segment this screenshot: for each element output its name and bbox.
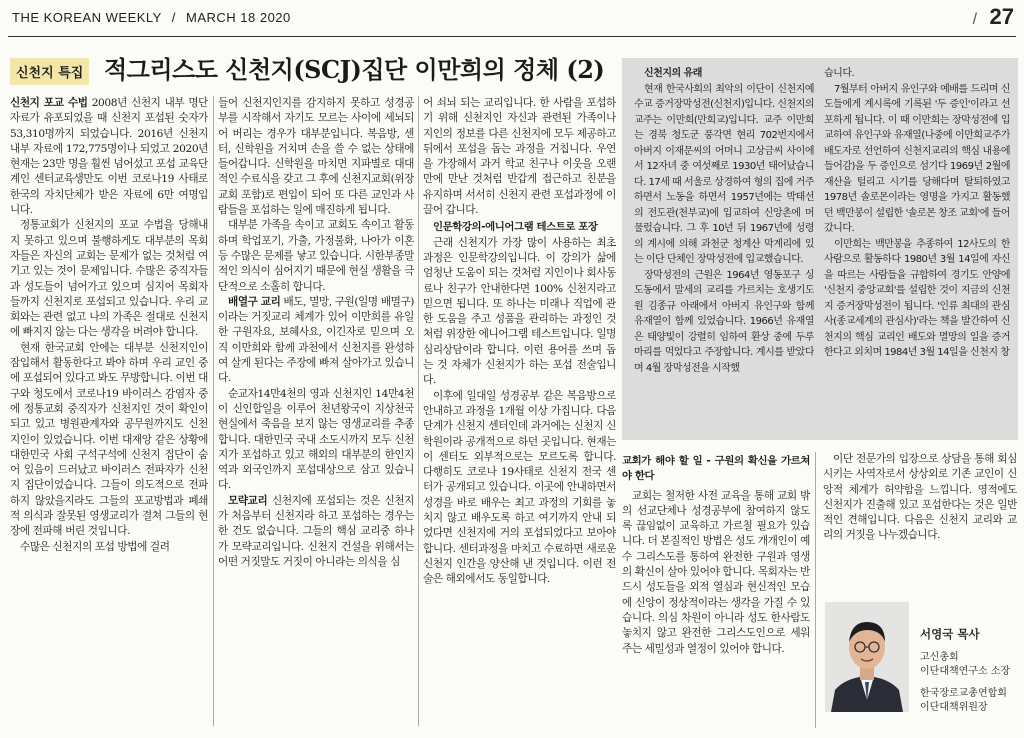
running-header [12, 10, 291, 25]
article-title: 적그리스도 신천지(SCJ)집단 이만희의 정체 (2) [104, 55, 605, 84]
article-column-4 [622, 452, 810, 736]
paragraph: 장막성전의 근원은 1964년 영동포구 싱도동에서 말세의 교리를 가르치는 호생기도원 김종규 아래에서 아버지 유인구와 함께 유재열이 함께 있었습니다. 1966년 유재열은 태양빛이 강렬히 임하여 환상 중에 두루마리를 먹었다고 주장합니다. 계시를 받았다며 4월 장막성전을 시작했 [634, 269, 814, 374]
column-rule [418, 96, 419, 726]
paragraph: 신천지 포교 수법 2008년 신천지 내부 명단자료가 유포되었을 때 신천지 포섭된 숫자가 53,310명까지 되었습니다. 2016년 신천지 내부 자료에 172,775명이나 되었고 2020년 현재는 23만 명을 훨씬 넘어섰고 포섭 교육단계인 센터교육생만도 이번 코로나19 사태로 한국의 자치단체가 받은 자료에 6만 여명입니다. [10, 97, 208, 217]
sidebar-column-left [634, 66, 814, 434]
header-separator: / [171, 10, 176, 25]
paragraph: 현재 한국사회의 최악의 이단이 신천지예수교 증거장막성전(신천지)입니다. 신천지의 교주는 이만희(만희교)입니다. 교주 이만희는 경북 청도군 풍각면 현리 702번지에서 아버지 이재문씨의 어머니 고상금씨 사이에서 12자녀 중 여섯째로 1930년 태어났습니다. 17세 때 서울로 상경하여 형의 집에 거주하면서 노동을 하면서 1957년에는 박태선의 전도관(천부교)에 입교하여 신앙촌에 머물렀습니다. 그 후 10년 뒤 1967년에 성령의 계시에 의해 과천군 청계산 막계리에 있는 이단 단체인 장막성전에 입교했습니다. [634, 83, 814, 265]
paragraph: 근래 신천지가 가장 많이 사용하는 최초 과정은 인문학강의입니다. 이 강의가 삶에 엄청난 도움이 되는 것처럼 지인이나 회사동료나 친구가 안내한다면 100% 신천지라고 믿으면 됩니다. 또 하나는 미래나 직업에 관한 도움을 주고 성품을 관리하는 과정인 것처럼 위장한 에니어그램 테스트입니다. 일명 심리상담이라 합니다. 이런 용어를 쓰며 돕는 것 자체가 신천지가 하는 포섭 전술입니다. [423, 236, 616, 387]
author-name: 서영국 목사 [920, 627, 980, 641]
section-subhead: 교회가 해야 할 일 - 구원의 확신을 가르쳐야 한다 [622, 455, 810, 483]
paragraph: 교회는 철저한 사전 교육을 통해 교회 밖의 선교단체나 성경공부에 참여하지 않도록 끊임없이 교육하고 가르칠 필요가 있습니다. 더 본질적인 방법은 성도 개개인이 예수 그리스도를 통하여 완전한 구원과 영생의 확신이 살아 있어야 합니다. 목회자는 반드시 성도들을 외적 열심과 현신적인 모습에 신앙이 정상적이라는 생각을 가질 수 있습니다. 의심 차원이 아니라 성도 한사람도 놓치지 않고 완전한 그리스도인으로 세워주는 세밀성과 열정이 있어야 합니다. [622, 489, 810, 655]
paragraph: 정통교회가 신천지의 포교 수법을 당해내지 못하고 있으며 불행하게도 대부분의 목회자들은 자신의 교회는 문제가 없는 것처럼 여기고 있는 것이 문제입니다. 수많은 중직자들과 성도들이 넘어가고 있으며 심지어 목회자들까지 신천지로 포섭되고 있습니다. 우리 교회와는 관련 없고 나의 가족은 절대로 신천지에 빠지지 않는 다는 생각을 버려야 합니다. [10, 219, 208, 339]
page-number-block [973, 4, 1014, 30]
author-affiliation: 고신총회 [920, 652, 959, 663]
header-rule [8, 36, 1016, 37]
issue-date: MARCH 18 2020 [185, 10, 291, 25]
article-column-2 [218, 96, 414, 736]
sidebar-heading: 신천지의 유래 [644, 68, 702, 79]
paragraph: 7월부터 아버지 유인구와 예배를 드리며 신도들에게 계시록에 기록된 '두 증인'이라고 선포하게 됩니다. 이 때 이만희는 장막성전에 입교하여 유인구와 유재열(나중에 이만희교주가 배도자로 선언하여 신천지교리의 핵심 내용에 들어감)을 두 증인으로 섬기다 1969년 2월에 재산을 털리고 시기를 당해다며 탈퇴하였고 1978년 솔로몬이라는 영명을 가지고 활동했던 백만봉이 설립한 '솔로몬 창조 교회'에 들어갔니다. [824, 83, 1010, 234]
page-number: 27 [989, 4, 1014, 29]
subhead-inline: 모략교리 [228, 494, 268, 507]
sidebar-box [622, 58, 1018, 440]
column-rule [213, 96, 214, 726]
paragraph: 들어 신천지인지를 감지하지 못하고 성경공부를 시작해서 자기도 모르는 사이에 세뇌되어 버리는 경우가 대부분입니다. 복음방, 센터, 신학원을 거치며 손을 쓸 수 없는 상태에 들어갑니다. 신학원을 마치면 지파별로 대대적인 수료식을 갖고 그 후에 신천지교회(위장교회 포함)로 편입이 되어 또 다른 교인과 사람들을 포섭하는 일에 매진하게 됩니다. [218, 97, 414, 217]
sidebar-column-right [824, 66, 1010, 434]
subhead-inline: 신천지 포교 수법 [10, 97, 88, 109]
article-column-3 [423, 96, 616, 736]
column-rule [815, 452, 816, 728]
paragraph: 어 쇠뇌 되는 교리입니다. 한 사람을 포섭하기 위해 신천지인 자신과 관련된 가족이나 지인의 정보를 다른 신천지에 모두 제공하고 뒤에서 포섭을 돕는 과정을 거칩니다. 우연을 가장해서 과거 학교 친구나 이웃을 오랜만에 만난 것처럼 반갑게 접근하고 친분을 유지하며 서서히 신천지 관련 포섭과정에 이끌어 갑니다. [423, 97, 616, 217]
publication-name: THE KOREAN WEEKLY [12, 10, 162, 25]
author-affiliation: 한국장로교총연합회 [920, 688, 1007, 699]
paragraph: 습니다. [824, 68, 855, 79]
section-tag: 신천지 특집 [10, 58, 89, 85]
article-column-5 [823, 452, 1017, 592]
author-title: 이단대책연구소 소장 [920, 666, 1011, 677]
page-separator: / [972, 11, 978, 28]
paragraph: 대부분 가족을 속이고 교회도 속이고 활동하며 학업포기, 가출, 가정불화, 나아가 이혼 등 수많은 문제를 낳고 있습니다. 시한부종말적인 의식이 심어지기 때문에 현실 생활을 극단적으로 소홀히 합니다. [218, 219, 414, 293]
paragraph: 이후에 일대일 성경공부 같은 복음방으로 안내하고 과정을 1개월 이상 가집니다. 다음 단계가 신천지 센터인데 과거에는 신천지 신학원이라 공개적으로 하던 곳입니다. 현재는 이 센터도 외부적으로는 모르도록 합니다. 다행히도 코로나 19사태로 신천지 전국 센터가 공개되고 있습니다. 이곳에 안내하면서 성경을 바로 배우는 최고 과정의 기회를 놓치지 않고 배우도록 하고 여기까지 안내 되었다면 신천지에 거의 포섭되었다고 보아야 합니다. 센터과정을 마치고 수료하면 새로운 신천지 인간을 양산해 낸 것입니다. 이런 전술은 해외에서도 동일합니다. [423, 389, 616, 586]
paragraph: 배열구 교리 배도, 멸망, 구원(일명 배멸구)이라는 거짓교리 체계가 있어 이만희를 유일한 구원자요, 보혜사요, 이긴자로 믿으며 오직 이만희와 함께 과천에서 신천지를 완성하여 살게 된다는 주장에 빠져 살아가고 있습니다. [218, 295, 414, 385]
paragraph: 이단 전문가의 입장으로 상담을 통해 회심시키는 사역자로서 상상외로 기존 교인이 신앙적 체계가 허약함을 느낍니다. 영적에도 신천지가 진출해 있고 포섭한다는 것은 일반적인 견해입니다. 다음은 신천지 교리와 교리의 거짓을 나누겠습니다. [823, 453, 1017, 542]
paragraph: 순교자14만4천의 영과 신천지인 14만4천이 신인합일을 이루어 천년왕국이 지상천국 현실에서 죽음을 보지 않는 영생교리를 추종합니다. 대한민국 국내 소도시까지 모두 신천지가 포섭하고 있고 해외의 대부분의 한인지역과 외국인까지 포섭대상으로 삼고 있습니다. [218, 387, 414, 492]
paragraph: 모략교리 신천지에 포섭되는 것은 신천지가 처음부터 신천지라 하고 포섭하는 경우는 한 건도 없습니다. 그들의 핵심 교리중 하나가 모략교리입니다. 신천지 건설을 위해서는 어떤 거짓말도 거짓이 아니라는 의식을 심 [218, 494, 414, 568]
article-column-1 [10, 96, 208, 736]
paragraph: 이만희는 백만봉을 추종하여 12사도의 한 사람으로 활동하다 1980년 3월 14일에 자신을 따르는 사람들을 규합하여 경기도 안양에 '신천지 중앙교회'를 설립한 것이 지금의 신천지 증거장막성전이 됩니다. '인류 최대의 관심사(종교세계의 관심사)'라는 책을 발간하여 신천지의 핵심 교리인 배도와 멸망의 일을 증거한다고 외치며 1984년 3월 14일을 신천지 창 [824, 238, 1010, 358]
author-portrait-graphic [825, 602, 909, 712]
section-subhead: 인문학강의-에니어그램 테스트로 포장 [433, 221, 598, 234]
author-photo [825, 602, 909, 712]
subhead-inline: 배열구 교리 [228, 295, 281, 308]
paragraph: 현재 한국교회 안에는 대부분 신천지인이 잠입해서 활동한다고 봐야 하며 우리 교인 중에 포섭되어 있다고 봐도 무방합니다. 이번 대구와 청도에서 코로나19 바이러스 감염자 중에 정통교회 중직자가 신천지인 것이 확인이 되고 있고 병원관계자와 공무원까지도 신천지인이 있었습니다. 이번 대재앙 같은 상황에 대한민국 사회 구석구석에 신천지 집단이 숨어 있음이 드러났고 바이러스 전파자가 신천지 집단이었습니다. 그들이 의도적으로 전파하지 않았을지라도 그들의 포교방법과 폐쇄적 의식과 잘못된 영생교리가 결쳐 그들의 현장에 전파해 버린 것입니다. [10, 341, 208, 538]
author-title: 이단대책위원장 [920, 702, 988, 713]
paragraph: 수많은 신천지의 포섭 방법에 걸려 [20, 540, 170, 553]
